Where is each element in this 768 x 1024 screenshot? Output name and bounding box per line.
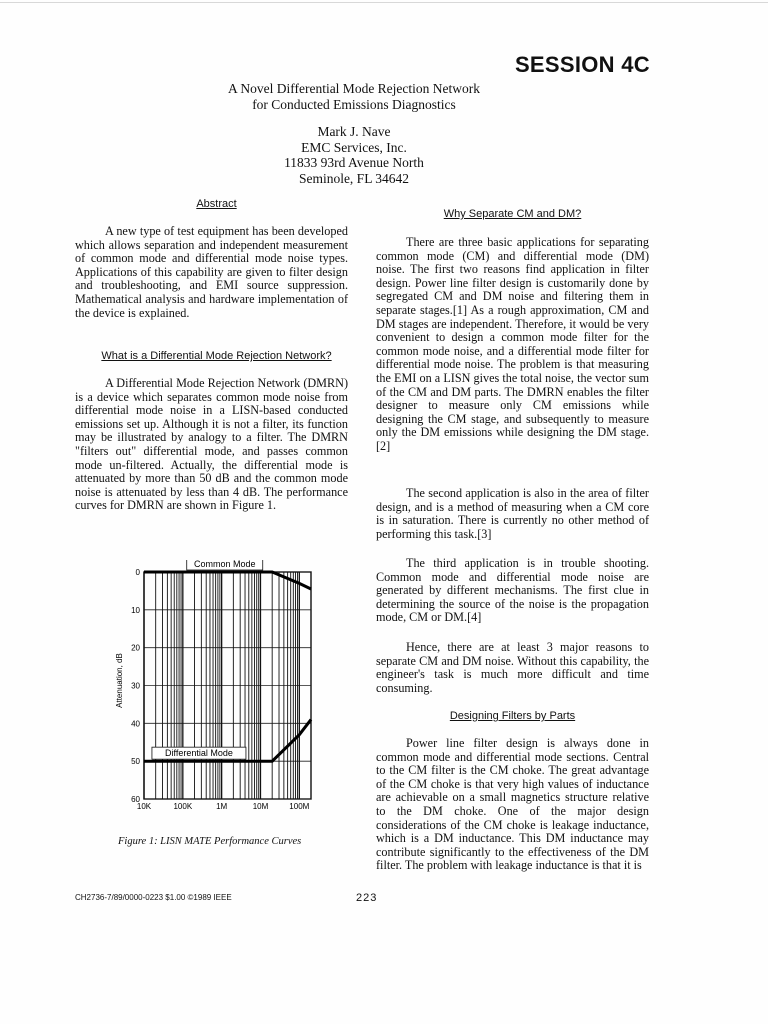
title-line: for Conducted Emissions Diagnostics: [252, 96, 456, 112]
common-mode-curve: [144, 572, 311, 589]
page-top-rule: [0, 2, 768, 3]
session-label: SESSION 4C: [514, 52, 650, 77]
section-text-dmrn: A Differential Mode Rejection Network (DMRN) is a device which separates common mode noise from differential mode noise in a LISN-based conducted emissions set up. Although it is not a filter, its function may be illustrated by analogy to a filter. The DMRN "filters out" differential mode, and passes common mode un-filtered. Actually, the differential mode is attenuated by more than 50 dB and the common mode noise is attenuated by less than 4 dB. The performance curves for DMRN are shown in Figure 1.: [75, 376, 348, 513]
section-text-why-p3: The third application is in trouble shooting. Common mode and differential mode noise are generated by different mechanisms. The first clue in determining the source of the noise is the propagation mode, CM or DM.[4]: [376, 556, 649, 625]
y-tick-label: 40: [131, 719, 140, 729]
y-tick-label: 10: [131, 605, 140, 615]
figure-caption: Figure 1: LISN MATE Performance Curves: [118, 836, 302, 847]
y-tick-label: 50: [131, 757, 140, 767]
section-heading-dmrn: What is a Differential Mode Rejection Network?: [101, 350, 332, 362]
chart-grid: [144, 572, 311, 799]
author-block: [200, 124, 508, 186]
x-tick-label: 100K: [173, 802, 193, 811]
author-affiliation: EMC Services, Inc.: [301, 139, 407, 155]
section-text-why-p1: There are three basic applications for separating common mode (CM) and differential mode (DM) noise. The first two reasons find application in filter design. Power line filter design is customarily done by segregated CM and DM noise and filtering them in separate stages.[1] As a rough approximation, CM and DM stages are independent. Therefore, it would be very convenient to design a common mode filter for the common mode noise, and a differential mode filter for differential mode noise. The problem is that measuring the EMI on a LISN gives the total noise, the vector sum of the CM and DM parts. The DMRN enables the filter designer to measure only CM emissions while designing the CM stage, and subsequently to measure only the DM emissions while designing the DM stage.[2]: [376, 235, 649, 453]
y-tick-label: 0: [135, 568, 140, 577]
y-tick-label: 20: [131, 643, 140, 653]
series-label: Differential Mode: [165, 748, 233, 759]
x-tick-label: 10K: [136, 802, 152, 811]
author-name: Mark J. Nave: [317, 124, 391, 139]
section-text-filters: Power line filter design is always done in common mode and differential mode sections. Central to the CM filter is the CM choke. The great advantage of the CM choke is that very high values of inductance are achievable on a small magnetics structure relative to the DM choke. One of the major design considerations of the CM choke is leakage inductance, which is a DM inductance. This DM inductance may contribute significantly to the effectiveness of the DM filter. The problem with leakage inductance is that it is: [376, 736, 649, 873]
series-label: Common Mode: [193, 560, 256, 569]
abstract-heading: Abstract: [196, 198, 237, 210]
y-tick-label: 30: [131, 681, 140, 691]
chart-series: [144, 572, 311, 761]
author-address: 11833 93rd Avenue North: [284, 155, 424, 170]
section-text-why-p4: Hence, there are at least 3 major reasons to separate CM and DM noise. Without this capability, the engineer's task is much more difficult and time consuming.: [376, 640, 649, 695]
x-tick-label: 1M: [216, 802, 228, 811]
author-city: Seminole, FL 34642: [298, 170, 410, 186]
y-axis-label: Attenuation, dB: [115, 653, 124, 708]
section-heading-why: Why Separate CM and DM?: [443, 208, 582, 220]
copyright-footer: CH2736-7/89/0000-0223 $1.00 ©1989 IEEE: [75, 893, 232, 902]
page-number: 223: [356, 892, 378, 904]
y-tick-label: 60: [131, 795, 140, 804]
performance-chart: [100, 560, 330, 822]
section-text-why-p2: The second application is also in the area of filter design, and is a method of measuring when a CM core is in saturation. There is currently no other method of performing this task.[3]: [376, 486, 649, 541]
x-tick-label: 100M: [289, 802, 310, 811]
paper-title: [150, 81, 558, 112]
x-tick-label: 10M: [252, 802, 269, 811]
title-line: A Novel Differential Mode Rejection Network: [227, 81, 481, 96]
abstract-text: A new type of test equipment has been developed which allows separation and independent measurement of common mode and differential mode noise types. Applications of this capability are given to filter design and troubleshooting, and EMI source suppression. Mathematical analysis and hardware implementation of the device is explained.: [75, 224, 348, 320]
section-heading-filters: Designing Filters by Parts: [449, 710, 576, 722]
